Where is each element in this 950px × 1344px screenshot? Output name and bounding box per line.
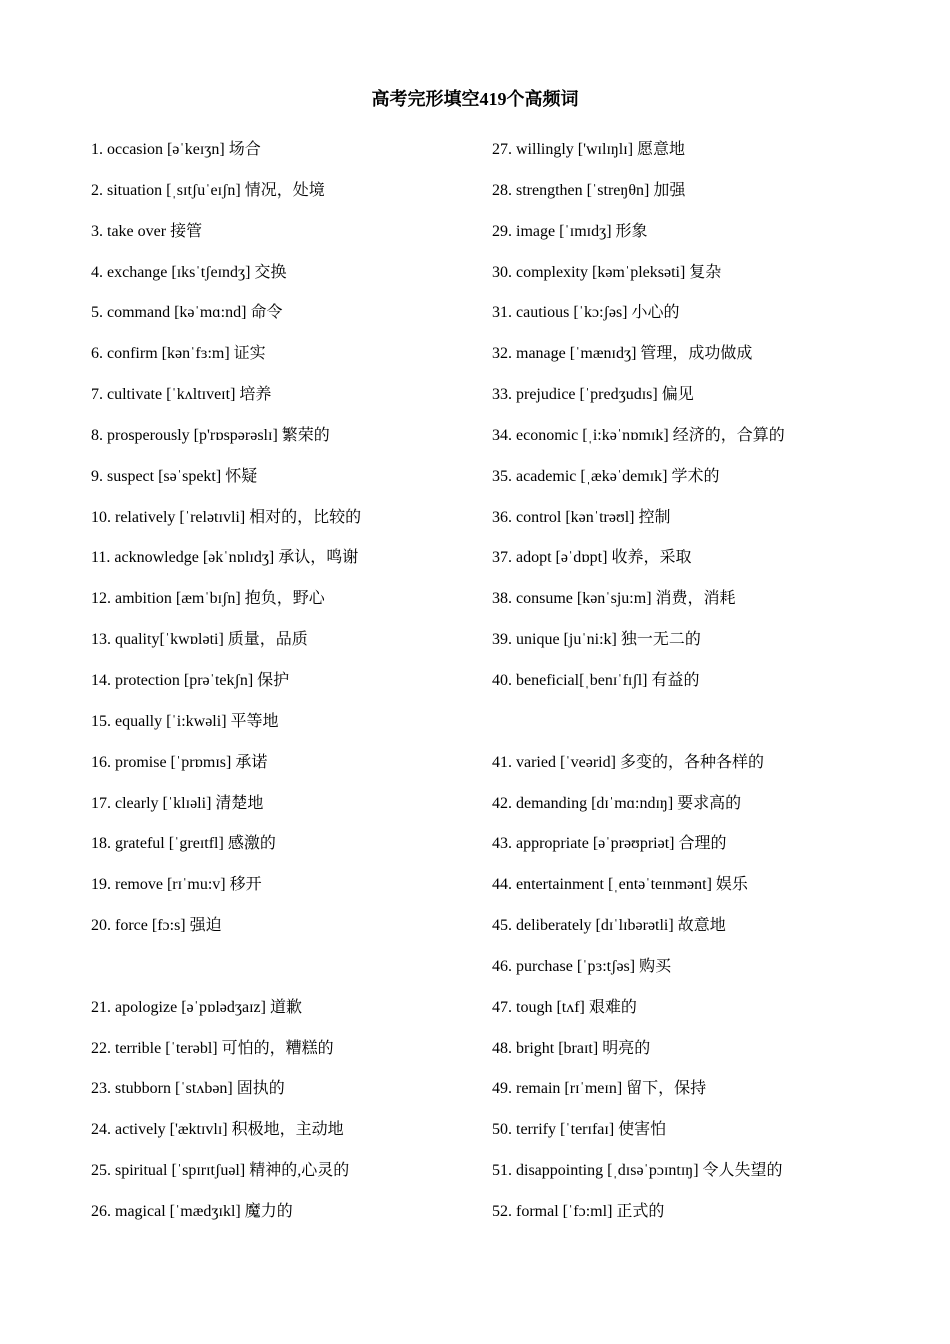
- vocab-entry: 27. willingly ['wɪlɪŋlɪ] 愿意地: [492, 141, 686, 158]
- vocabulary-column-right: [492, 137, 912, 1240]
- vocab-entry: 31. cautious [ˈkɔ:ʃəs] 小心的: [492, 304, 680, 322]
- vocab-entry: 43. appropriate [əˈprəʊpriət] 合理的: [492, 835, 727, 853]
- vocab-entry: 44. entertainment [ˌentəˈteɪnmənt] 娱乐: [492, 876, 748, 894]
- vocab-entry: 18. grateful [ˈgreɪtfl] 感激的: [91, 835, 276, 853]
- vocab-entry: 32. manage [ˈmænɪdʒ] 管理，成功做成: [492, 345, 753, 363]
- vocab-entry: 48. bright [braɪt] 明亮的: [492, 1039, 651, 1057]
- vocab-entry: 15. equally [ˈi:kwəli] 平等地: [91, 712, 279, 730]
- vocab-entry: 23. stubborn [ˈstʌbən] 固执的: [91, 1080, 285, 1098]
- vocab-entry: 26. magical [ˈmædʒɪkl] 魔力的: [91, 1202, 293, 1220]
- vocab-entry: 46. purchase [ˈpɜ:tʃəs] 购买: [492, 957, 672, 975]
- vocab-entry: 5. command [kəˈmɑ:nd] 命令: [91, 304, 283, 322]
- vocab-entry: 24. actively ['æktɪvlɪ] 积极地，主动地: [91, 1121, 344, 1139]
- blank-line: [91, 954, 481, 995]
- vocab-entry: 4. exchange [ɪksˈtʃeɪndʒ] 交换: [91, 263, 287, 281]
- vocab-entry: 29. image [ˈɪmɪdʒ] 形象: [492, 222, 648, 240]
- vocab-entry: 45. deliberately [dɪˈlɪbərətli] 故意地: [492, 917, 726, 935]
- vocab-entry: 39. unique [juˈni:k] 独一无二的: [492, 631, 701, 649]
- vocab-entry: 14. protection [prəˈtekʃn] 保护: [91, 671, 290, 689]
- vocab-entry: 35. academic [ˌækəˈdemɪk] 学术的: [492, 467, 720, 485]
- vocab-entry: 52. formal [ˈfɔ:ml] 正式的: [492, 1202, 665, 1220]
- vocab-entry: 1. occasion [əˈkeɪʒn] 场合: [91, 141, 261, 158]
- vocab-entry: 47. tough [tʌf] 艰难的: [492, 998, 637, 1016]
- vocab-entry: 38. consume [kənˈsju:m] 消费，消耗: [492, 590, 736, 608]
- vocab-entry: 30. complexity [kəmˈpleksəti] 复杂: [492, 263, 722, 281]
- blank-line: [492, 709, 912, 750]
- vocab-entry: 3. take over 接管: [91, 222, 203, 240]
- vocab-entry: 34. economic [ˌi:kəˈnɒmɪk] 经济的，合算的: [492, 426, 785, 444]
- vocab-entry: 49. remain [rɪˈmeɪn] 留下，保持: [492, 1080, 707, 1098]
- vocab-entry: 40. beneficial[ˌbenɪˈfɪʃl] 有益的: [492, 671, 700, 689]
- vocab-entry: 6. confirm [kənˈfɜ:m] 证实: [91, 345, 266, 363]
- page-title: 高考完形填空419个高频词: [371, 89, 579, 109]
- vocab-entry: 20. force [fɔ:s] 强迫: [91, 917, 222, 935]
- vocab-entry: 11. acknowledge [əkˈnɒlɪdʒ] 承认，鸣谢: [91, 549, 359, 567]
- vocab-entry: 8. prosperously [p'rɒspərəslɪ] 繁荣的: [91, 426, 330, 444]
- vocab-entry: 19. remove [rɪˈmu:v] 移开: [91, 876, 262, 894]
- vocab-entry: 17. clearly [ˈklɪəli] 清楚地: [91, 794, 264, 812]
- vocab-entry: 37. adopt [əˈdɒpt] 收养，采取: [492, 549, 692, 567]
- vocab-entry: 50. terrify [ˈterɪfaɪ] 使害怕: [492, 1121, 667, 1139]
- vocab-entry: 9. suspect [səˈspekt] 怀疑: [91, 467, 258, 485]
- vocab-entry: 51. disappointing [ˌdɪsəˈpɔɪntɪŋ] 令人失望的: [492, 1162, 783, 1180]
- vocab-entry: 12. ambition [æmˈbɪʃn] 抱负，野心: [91, 590, 325, 608]
- vocab-entry: 10. relatively [ˈrelətɪvli] 相对的，比较的: [91, 508, 362, 526]
- vocab-entry: 28. strengthen [ˈstreŋθn] 加强: [492, 181, 686, 199]
- vocab-entry: 25. spiritual [ˈspɪrɪtʃuəl] 精神的,心灵的: [91, 1162, 350, 1180]
- vocab-entry: 13. quality[ˈkwɒləti] 质量，品质: [91, 631, 308, 649]
- vocab-entry: 42. demanding [dɪˈmɑ:ndɪŋ] 要求高的: [492, 794, 742, 812]
- vocab-entry: 7. cultivate [ˈkʌltɪveɪt] 培养: [91, 386, 272, 404]
- vocabulary-column-left: [91, 137, 481, 1240]
- vocab-entry: 21. apologize [əˈpɒlədʒaɪz] 道歉: [91, 998, 302, 1016]
- vocab-entry: 2. situation [ˌsɪtʃuˈeɪʃn] 情况，处境: [91, 181, 325, 199]
- vocab-entry: 22. terrible [ˈterəbl] 可怕的，糟糕的: [91, 1039, 334, 1057]
- vocab-entry: 33. prejudice [ˈpredʒudɪs] 偏见: [492, 386, 694, 404]
- vocab-entry: 36. control [kənˈtrəʊl] 控制: [492, 508, 671, 526]
- vocab-entry: 16. promise [ˈprɒmɪs] 承诺: [91, 753, 268, 771]
- vocab-entry: 41. varied [ˈveərid] 多变的，各种各样的: [492, 753, 764, 771]
